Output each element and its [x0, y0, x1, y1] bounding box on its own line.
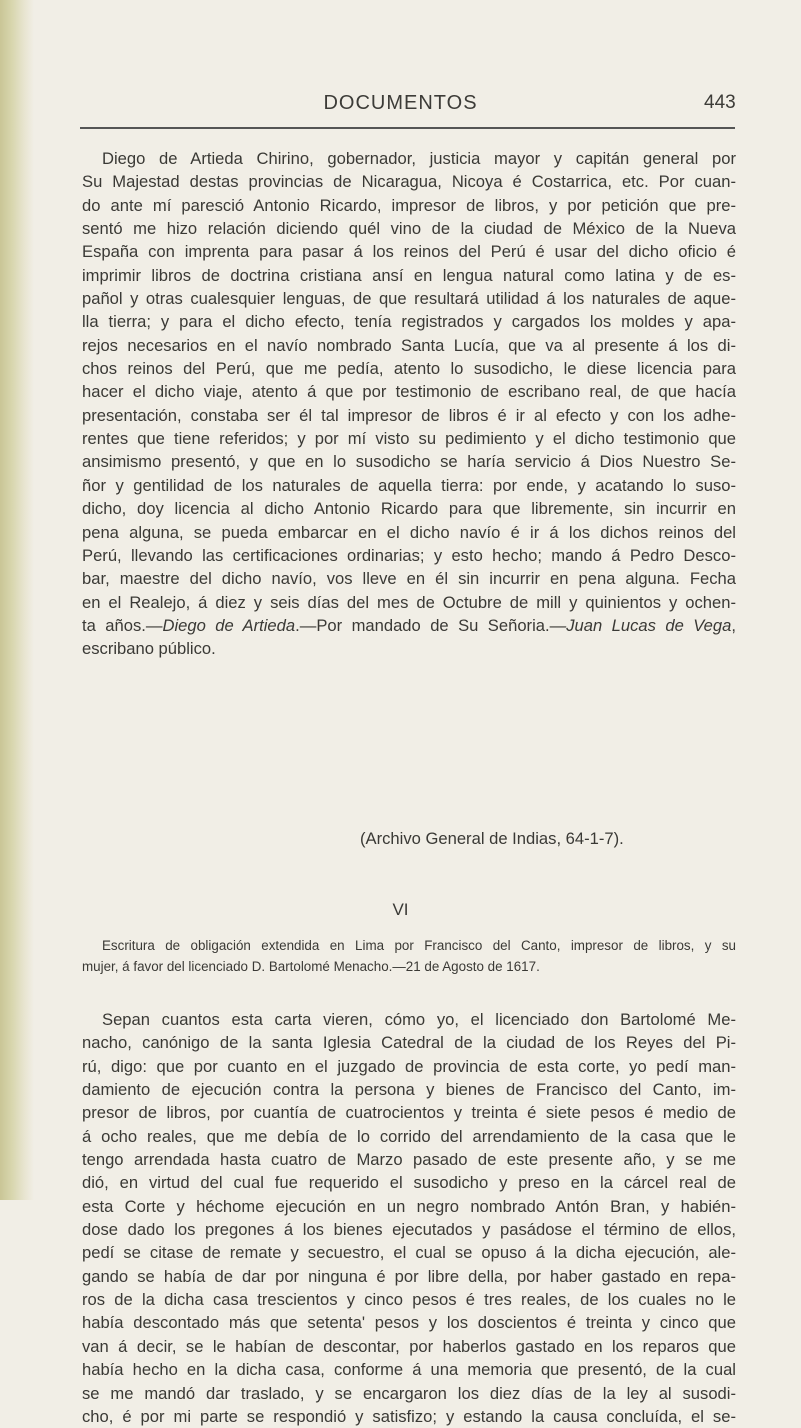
header-rule	[80, 127, 735, 129]
text-line: tengo arrendada hasta cuatro de Marzo pasado de este presente año, y se me	[82, 1150, 736, 1170]
text-line: Su Majestad destas provincias de Nicaragua, Nicoya é Costarrica, etc. Por cuan-	[82, 172, 736, 192]
text-line: había hecho en la dicha casa, conforme á una memoria que presentó, de la cual	[82, 1360, 736, 1380]
text-line: hacer el dicho viaje, atento á que por testimonio de escribano real, de que hacía	[82, 382, 736, 402]
text-line: esta Corte y héchome ejecución en un negro nombrado Antón Bran, y habién-	[82, 1196, 736, 1216]
line-suffix: ,	[731, 615, 736, 635]
text-line: había descontado más que setenta' pesos y los doscientos é treinta y cinco que	[82, 1313, 736, 1333]
section-number: VI	[392, 900, 409, 919]
running-title: DOCUMENTOS	[323, 92, 478, 114]
text-line: bar, maestre del dicho navío, vos lleve en él sin incurrir en pena alguna. Fecha	[82, 569, 736, 589]
text-line: rú, digo: que por cuanto en el juzgado de provincia de esta corte, yo pedí man-	[82, 1056, 736, 1076]
section-summary	[82, 935, 736, 977]
text-line: dose dado los pregones á los bienes ejecutados y pasádose el término de ellos,	[82, 1220, 736, 1240]
text-line: en el Realejo, á diez y seis días del mes de Octubre de mill y quinientos y ochen-	[82, 592, 736, 612]
archive-citation: (Archivo General de Indias, 64-1-7).	[360, 829, 624, 848]
text-line: pañol y otras cualesquier lenguas, de que resultará utilidad á los naturales de aque-	[82, 289, 736, 309]
text-line: cho, é por mi parte se respondió y satisfizo; y estando la causa concluída, el se-	[82, 1406, 736, 1426]
text-line-signatures	[82, 614, 736, 637]
signatory-name: Diego de Artieda	[162, 615, 296, 635]
page-number: 443	[704, 92, 736, 113]
line-prefix: ta años.—	[82, 615, 163, 635]
text-line: España con imprenta para pasar á los reinos del Perú é usar del dicho oficio é	[82, 242, 736, 262]
text-line: do ante mí paresció Antonio Ricardo, impresor de libros, y por petición que pre-	[82, 195, 736, 215]
text-line: ros de la dicha casa trescientos y cinco pesos é tres reales, de los cuales no le	[82, 1290, 736, 1310]
text-line: dió, en virtud del cual fue requerido el susodicho y preso en la cárcel real de	[82, 1173, 736, 1193]
text-line: nacho, canónigo de la santa Iglesia Catedral de la ciudad de los Reyes del Pi-	[82, 1033, 736, 1053]
line-middle: .—Por mandado de Su Señoria.—	[295, 615, 567, 635]
text-line: Sepan cuantos esta carta vieren, cómo yo, el licenciado don Bartolomé Me-	[102, 1010, 736, 1029]
summary-line: mujer, á favor del licenciado D. Bartolomé Menacho.—21 de Agosto de 1617.	[82, 959, 540, 974]
text-line: Perú, llevando las certificaciones ordinarias; y esto hecho; mando á Pedro Desco-	[82, 545, 736, 565]
text-line: dicho, doy licencia al dicho Antonio Ricardo para que libremente, sin incurrir en	[82, 499, 736, 519]
text-line: sentó me hizo relación diciendo quél vino de la ciudad de México de la Nueva	[82, 219, 736, 239]
text-line: escribano público.	[82, 639, 216, 659]
text-line: presor de libros, por cuantía de cuatrocientos y treinta é siete pesos é medio de	[82, 1103, 736, 1123]
text-line: pedí se citase de remate y secuestro, el cual se opuso á la dicha ejecución, ale-	[82, 1243, 736, 1263]
text-line: damiento de ejecución contra la persona y bienes de Francisco del Canto, im-	[82, 1080, 736, 1100]
text-line: presentación, constaba ser él tal impresor de libros é ir al efecto y con los adhe-	[82, 405, 736, 425]
text-line: lla tierra; y para el dicho efecto, tenía registrados y cargados los moldes y apa-	[82, 312, 736, 332]
document-v-body	[82, 147, 736, 661]
text-line: gando se había de dar por ninguna é por libre della, por haber gastado en repa-	[82, 1266, 736, 1286]
text-line: ansimismo presentó, y que en lo susodicho se haría servicio á Dios Nuestro Se-	[82, 452, 736, 472]
text-line: Diego de Artieda Chirino, gobernador, justicia mayor y capitán general por	[102, 149, 736, 168]
text-line: rejos necesarios en el navío nombrado Santa Lucía, que va al presente á los di-	[82, 335, 736, 355]
text-line: pena alguna, se pueda embarcar en el dicho navío é ir á los dichos reinos del	[82, 522, 736, 542]
text-line: imprimir libros de doctrina cristiana ansí en lengua natural como latina y de es-	[82, 265, 736, 285]
text-line: ñor y gentilidad de los naturales de aquella tierra: por ende, y acatando lo suso-	[82, 475, 736, 495]
text-line: van á decir, se le habían de descontar, por haberlos gastado en los reparos que	[82, 1336, 736, 1356]
document-vi-body	[82, 1008, 736, 1428]
summary-line: Escritura de obligación extendida en Lima por Francisco del Canto, impresor de libros, y su	[102, 938, 736, 953]
text-line: á ocho reales, que me debía de lo corrido del arrendamiento de la casa que le	[82, 1126, 736, 1146]
text-line: rentes que tiene referidos; y por mí visto su pedimiento y el dicho testimonio que	[82, 429, 736, 449]
text-line: se me mandó dar traslado, y se encargaron los diez días de la ley al susodi-	[82, 1383, 736, 1403]
notary-name: Juan Lucas de Vega	[566, 615, 732, 635]
text-line: chos reinos del Perú, que me pedía, atento lo susodicho, le diese licencia para	[82, 359, 736, 379]
